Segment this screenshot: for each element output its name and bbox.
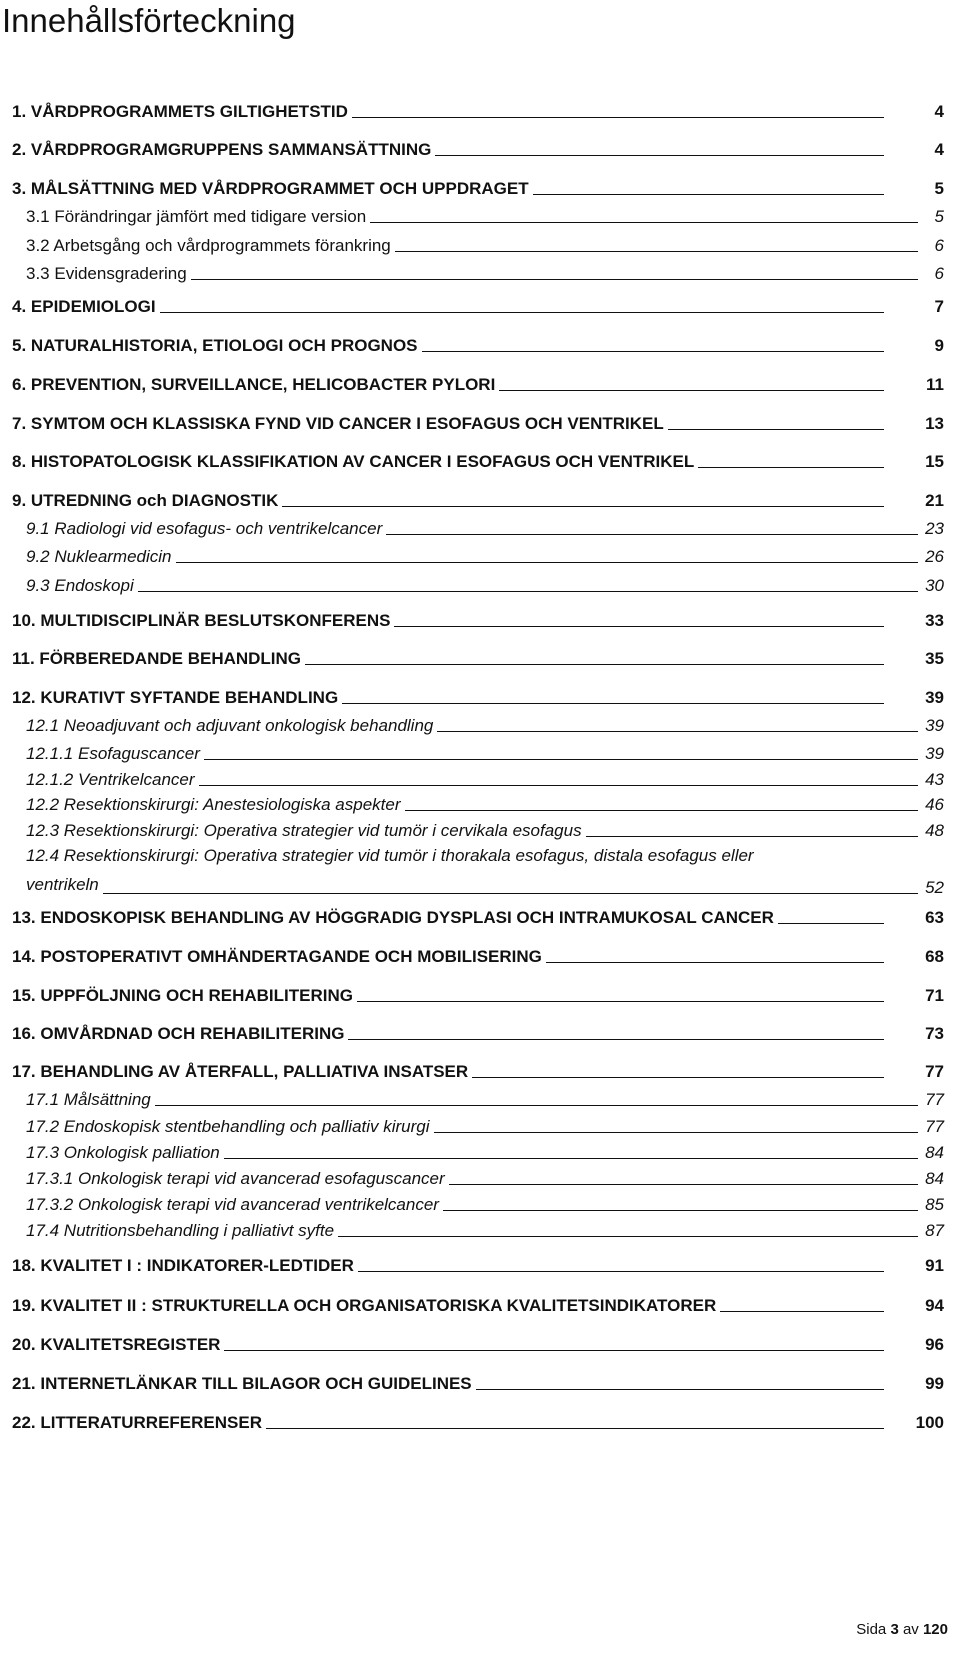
toc-page-number: 99: [925, 1374, 944, 1393]
toc-leader-line: [720, 1311, 884, 1312]
toc-entry[interactable]: [12, 1018, 944, 1044]
toc-entry[interactable]: [12, 513, 944, 539]
page-footer: [856, 1621, 948, 1638]
toc-leader-line: [338, 1236, 918, 1237]
toc-entry[interactable]: [12, 902, 944, 928]
toc-entry-title: 9.3 Endoskopi: [26, 576, 134, 595]
toc-entry-title: 16. OMVÅRDNAD OCH REHABILITERING: [12, 1024, 345, 1043]
toc-page-number: 84: [925, 1169, 944, 1188]
toc-entry[interactable]: [12, 1084, 944, 1110]
toc-leader-line: [476, 1389, 884, 1390]
toc-page-number: 91: [925, 1256, 944, 1275]
toc-entry[interactable]: [12, 96, 944, 122]
toc-page-number: 84: [925, 1143, 944, 1162]
toc-page-number: 46: [925, 795, 944, 814]
toc-entry-title: 7. SYMTOM OCH KLASSISKA FYND VID CANCER I ESOFAGUS OCH VENTRIKEL: [12, 414, 664, 433]
toc-entry[interactable]: [12, 1189, 944, 1215]
toc-leader-line: [386, 534, 918, 535]
toc-page-number: 7: [934, 297, 944, 316]
toc-page-number: 4: [934, 102, 944, 121]
toc-page-number: 77: [925, 1090, 944, 1109]
toc-leader-line: [199, 785, 918, 786]
toc-entry[interactable]: [12, 1290, 944, 1316]
toc-entry[interactable]: [12, 682, 944, 708]
toc-leader-line: [586, 836, 918, 837]
toc-page-number: 63: [925, 908, 944, 927]
toc-leader-line: [449, 1184, 918, 1185]
toc-entry[interactable]: [12, 369, 944, 395]
toc-page-number: 33: [925, 611, 944, 630]
toc-leader-line: [352, 117, 884, 118]
toc-page-number: 23: [925, 519, 944, 538]
toc-entry-title: 17. BEHANDLING AV ÅTERFALL, PALLIATIVA INSATSER: [12, 1062, 469, 1081]
toc-page-number: 26: [925, 547, 944, 566]
toc-entry-title: 6. PREVENTION, SURVEILLANCE, HELICOBACTER PYLORI: [12, 375, 496, 394]
toc-page-number: 39: [925, 688, 944, 707]
toc-leader-line: [394, 626, 884, 627]
toc-entry[interactable]: [12, 738, 944, 764]
toc-entry-title: 8. HISTOPATOLOGISK KLASSIFIKATION AV CANCER I ESOFAGUS OCH VENTRIKEL: [12, 452, 695, 471]
toc-leader-line: [358, 1271, 884, 1272]
footer-current-page: 3: [890, 1621, 899, 1638]
toc-leader-line: [698, 467, 884, 468]
toc-entry[interactable]: [12, 258, 944, 284]
toc-leader-line: [443, 1210, 918, 1211]
toc-page-number: 96: [925, 1335, 944, 1354]
toc-page-number: 30: [925, 576, 944, 595]
toc-leader-line: [437, 731, 918, 732]
toc-entry-title: 22. LITTERATURREFERENSER: [12, 1413, 262, 1432]
toc-entry-title: 3. MÅLSÄTTNING MED VÅRDPROGRAMMET OCH UPPDRAGET: [12, 179, 529, 198]
toc-entry[interactable]: [12, 1215, 944, 1241]
toc-leader-line: [370, 222, 918, 223]
toc-leader-line: [435, 155, 884, 156]
toc-page-number: 5: [934, 207, 944, 226]
toc-entry-title: 20. KVALITETSREGISTER: [12, 1335, 221, 1354]
toc-page-number: 9: [934, 336, 944, 355]
toc-entry-title: 19. KVALITET II : STRUKTURELLA OCH ORGANISATORISKA KVALITETSINDIKATORER: [12, 1296, 717, 1315]
toc-entry-title: 21. INTERNETLÄNKAR TILL BILAGOR OCH GUIDELINES: [12, 1374, 472, 1393]
toc-entry[interactable]: [12, 1368, 944, 1394]
toc-entry[interactable]: [12, 764, 944, 790]
footer-separator: av: [902, 1621, 919, 1638]
toc-entry[interactable]: [12, 815, 944, 841]
toc-entry[interactable]: [12, 230, 944, 256]
toc-entry[interactable]: [12, 541, 944, 567]
toc-entry[interactable]: [12, 1056, 944, 1082]
toc-entry[interactable]: [12, 1111, 944, 1137]
toc-leader-line: [348, 1039, 884, 1040]
toc-leader-line: [138, 591, 918, 592]
toc-page-number: 6: [934, 236, 944, 255]
toc-entry[interactable]: [12, 1137, 944, 1163]
toc-entry-title: 9. UTREDNING och DIAGNOSTIK: [12, 491, 279, 510]
toc-entry[interactable]: [12, 643, 944, 669]
toc-leader-line: [305, 664, 884, 665]
toc-page-number: 39: [925, 744, 944, 763]
toc-entry-title: 17.1 Målsättning: [26, 1090, 151, 1109]
toc-page-number: 85: [925, 1195, 944, 1214]
toc-leader-line: [204, 759, 918, 760]
page-title: Innehållsförteckning: [2, 2, 296, 39]
toc-entry[interactable]: [12, 330, 944, 356]
toc-entry-title: 18. KVALITET I : INDIKATORER-LEDTIDER: [12, 1256, 354, 1275]
toc-entry[interactable]: [12, 446, 944, 472]
toc-leader-line: [472, 1077, 884, 1078]
toc-entry[interactable]: [12, 789, 944, 815]
toc-entry-title: 10. MULTIDISCIPLINÄR BESLUTSKONFERENS: [12, 611, 391, 630]
toc-entry[interactable]: [12, 1329, 944, 1355]
toc-page-number: 77: [925, 1062, 944, 1081]
toc-leader-line: [668, 429, 884, 430]
toc-leader-line: [405, 810, 918, 811]
toc-entry-title: 12.2 Resektionskirurgi: Anestesiologiska aspekter: [26, 795, 401, 814]
toc-entry-title: 17.3 Onkologisk palliation: [26, 1143, 220, 1162]
toc-entry-title: 17.3.2 Onkologisk terapi vid avancerad ventrikelcancer: [26, 1195, 439, 1214]
toc-leader-line: [422, 351, 884, 352]
toc-leader-line: [266, 1428, 884, 1429]
toc-entry[interactable]: [12, 134, 944, 160]
footer-total-pages: 120: [922, 1621, 948, 1638]
toc-entry[interactable]: [12, 291, 944, 317]
toc-entry[interactable]: [12, 173, 944, 199]
toc-entry[interactable]: [12, 570, 944, 596]
toc-page-number: 13: [925, 414, 944, 433]
toc-leader-line: [191, 279, 918, 280]
toc-entry-title: ventrikeln: [26, 875, 99, 894]
toc-entry-title: 3.2 Arbetsgång och vårdprogrammets förankring: [26, 236, 391, 255]
toc-leader-line: [160, 312, 884, 313]
toc-leader-line: [282, 506, 884, 507]
toc-entry[interactable]: [12, 980, 944, 1006]
toc-leader-line: [499, 390, 884, 391]
toc-page-number: 39: [925, 716, 944, 735]
toc-page-number: 77: [925, 1117, 944, 1136]
toc-leader-line: [224, 1158, 918, 1159]
toc-entry-title: 11. FÖRBEREDANDE BEHANDLING: [12, 649, 302, 668]
toc-page-number: 52: [925, 878, 944, 897]
toc-leader-line: [778, 923, 884, 924]
toc-entry[interactable]: [12, 201, 944, 227]
toc-page-number: 71: [925, 986, 944, 1005]
toc-entry-title: 4. EPIDEMIOLOGI: [12, 297, 156, 316]
toc-page-number: 5: [934, 179, 944, 198]
toc-entry-title: 17.4 Nutritionsbehandling i palliativt syfte: [26, 1221, 335, 1240]
toc-page-number: 94: [925, 1296, 944, 1315]
toc-entry[interactable]: 12.4 Resektionskirurgi: Operativa strategier vid tumör i thorakala esofagus, distala esofagus eller ventrikeln 52: [26, 846, 944, 897]
toc-page-number: 21: [925, 491, 944, 510]
toc-entry-title: 12. KURATIVT SYFTANDE BEHANDLING: [12, 688, 339, 707]
toc-page-number: 100: [915, 1413, 944, 1432]
toc-leader-line: [546, 962, 884, 963]
toc-leader-line: [395, 251, 918, 252]
footer-prefix: Sida: [856, 1621, 887, 1638]
toc-entry-title: 14. POSTOPERATIVT OMHÄNDERTAGANDE OCH MOBILISERING: [12, 947, 542, 966]
toc-leader-line: [176, 562, 918, 563]
toc-entry[interactable]: [12, 408, 944, 434]
toc-entry-title: 1. VÅRDPROGRAMMETS GILTIGHETSTID: [12, 102, 348, 121]
toc-leader-line: [342, 703, 884, 704]
toc-entry-title: 5. NATURALHISTORIA, ETIOLOGI OCH PROGNOS: [12, 336, 418, 355]
toc-entry-title: 12.3 Resektionskirurgi: Operativa strategier vid tumör i cervikala esofagus: [26, 821, 582, 840]
toc-entry-title: 17.3.1 Onkologisk terapi vid avancerad esofaguscancer: [26, 1169, 445, 1188]
toc-page-number: 4: [934, 140, 944, 159]
toc-entry-title: 15. UPPFÖLJNING OCH REHABILITERING: [12, 986, 353, 1005]
toc-page-number: 87: [925, 1221, 944, 1240]
toc-entry[interactable]: [12, 605, 944, 631]
toc-leader-line: [224, 1350, 884, 1351]
toc-leader-line: [434, 1132, 918, 1133]
toc-leader-line: [533, 194, 884, 195]
toc-entry-title: 13. ENDOSKOPISK BEHANDLING AV HÖGGRADIG DYSPLASI OCH INTRAMUKOSAL CANCER: [12, 908, 774, 927]
toc-entry[interactable]: [12, 485, 944, 511]
toc-page-number: 43: [925, 770, 944, 789]
toc-page-number: 35: [925, 649, 944, 668]
toc-leader-line: [155, 1105, 918, 1106]
toc-leader-line: [103, 893, 918, 894]
toc-page-number: 6: [934, 264, 944, 283]
toc-page-number: 73: [925, 1024, 944, 1043]
toc-entry-title: 12.1 Neoadjuvant och adjuvant onkologisk behandling: [26, 716, 434, 735]
toc-entry[interactable]: [12, 941, 944, 967]
toc-page-number: 68: [925, 947, 944, 966]
toc-entry-title: 12.1.2 Ventrikelcancer: [26, 770, 195, 789]
toc-entry[interactable]: [12, 1163, 944, 1189]
toc-entry-title: 17.2 Endoskopisk stentbehandling och palliativ kirurgi: [26, 1117, 430, 1136]
toc-entry-title: 3.3 Evidensgradering: [26, 264, 187, 283]
toc-page-number: 15: [925, 452, 944, 471]
toc-entry-title: 12.1.1 Esofaguscancer: [26, 744, 200, 763]
toc-entry-title: 2. VÅRDPROGRAMGRUPPENS SAMMANSÄTTNING: [12, 140, 432, 159]
toc-entry-title: 9.1 Radiologi vid esofagus- och ventrikelcancer: [26, 519, 383, 538]
toc-entry-title: 3.1 Förändringar jämfört med tidigare version: [26, 207, 367, 226]
toc-entry[interactable]: [12, 1407, 944, 1433]
toc-entry[interactable]: [12, 1250, 944, 1276]
toc-leader-line: [357, 1001, 884, 1002]
toc-page-number: 48: [925, 821, 944, 840]
toc-page-number: 11: [926, 375, 944, 394]
toc-entry-title: 9.2 Nuklearmedicin: [26, 547, 172, 566]
toc-entry[interactable]: [12, 710, 944, 736]
